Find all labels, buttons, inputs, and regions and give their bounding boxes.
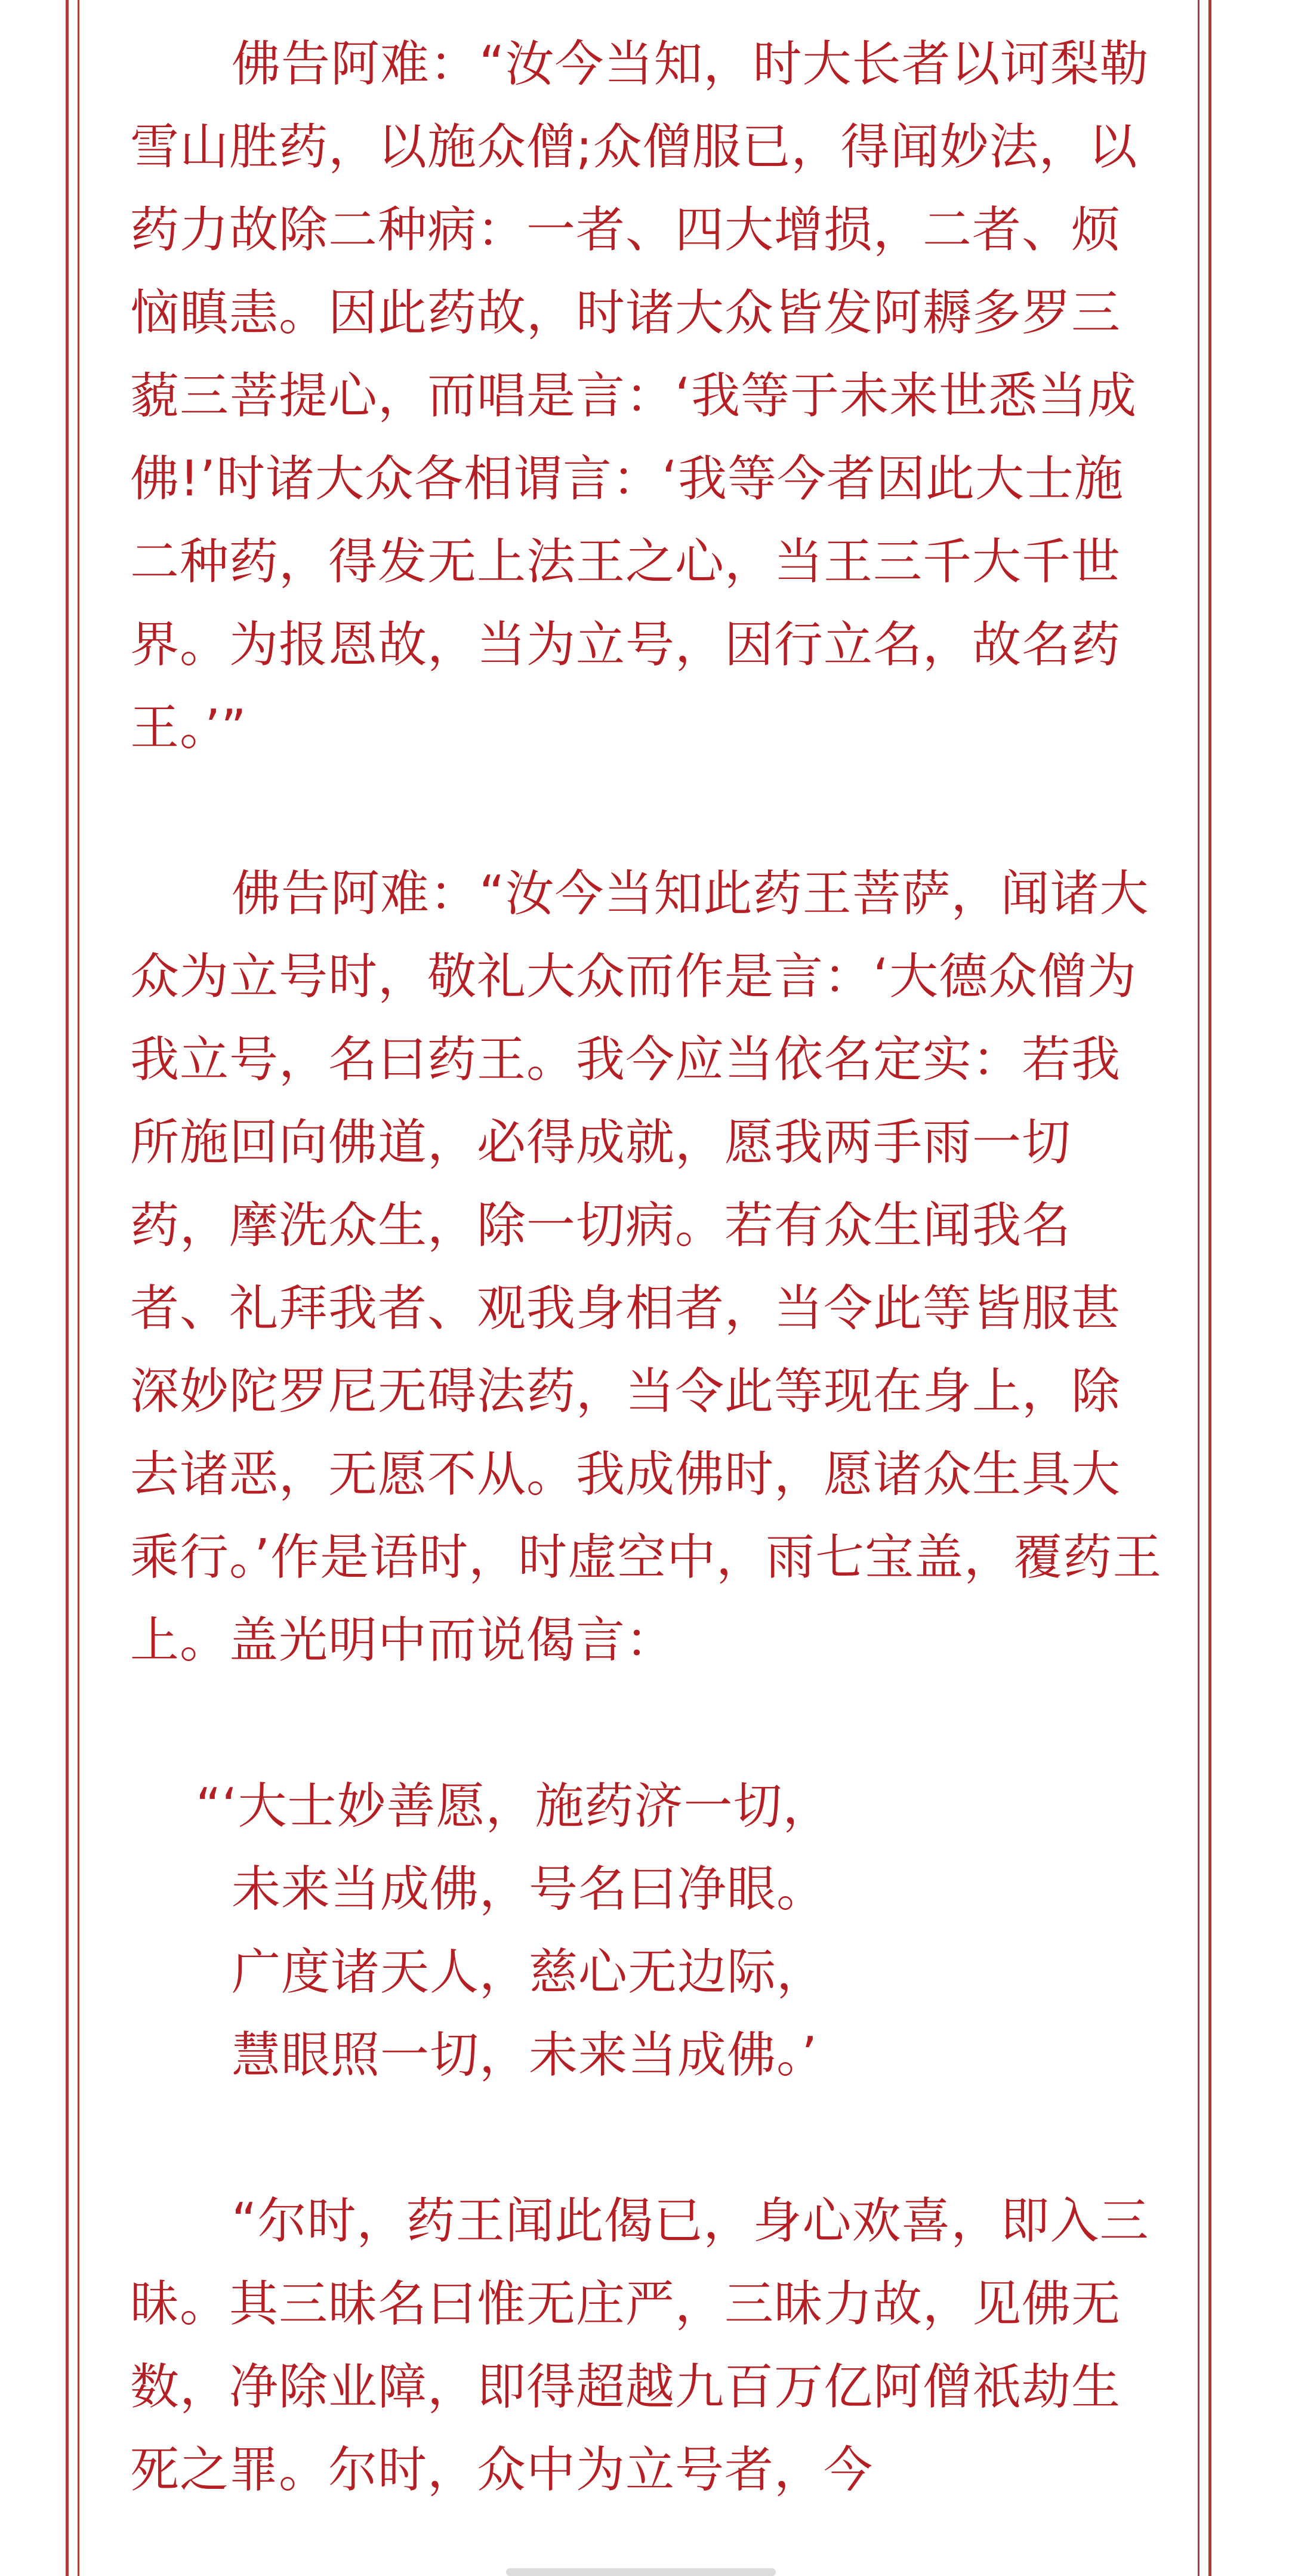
verse-block: [130, 1765, 1168, 2097]
verse-line: “‘大士妙善愿，施药济一切，: [196, 1778, 832, 1835]
paragraph-spacer: [130, 2097, 1168, 2180]
frame-border-left-outer: [66, 0, 69, 2576]
paragraph-yaowang-vow: 佛告阿难：“汝今当知此药王菩萨，闻诸大众为立号时，敬礼大众而作是言：‘大德众僧为我立号，名曰药王。我今应当依名定实：若我所施回向佛道，必得成就，愿我两手雨一切药，摩洗众生，除一切病。若有众生闻我名者、礼拜我者、观我身相者，当令此等皆服甚深妙陀罗尼无碍法药，当令此等现在身上，除去诸恶，无愿不从。我成佛时，愿诸众生具大乘行。’作是语时，时虚空中，雨七宝盖，覆药王上。盖光明中而说偈言：: [130, 865, 1162, 1669]
verse-line: 慧眼照一切，未来当成佛。’: [232, 2027, 818, 2084]
paragraph-yaowang-naming: 佛告阿难：“汝今当知，时大长者以诃梨勒雪山胜药，以施众僧;众僧服已，得闻妙法，以药力故除二种病：一者、四大增损，二者、烦恼瞋恚。因此药故，时诸大众皆发阿耨多罗三藐三菩提心，而唱是言：‘我等于未来世悉当成佛!’时诸大众各相谓言：‘我等今者因此大士施二种药，得发无上法王之心，当王三千大千世界。为报恩故，当为立号，因行立名，故名药王。’”: [130, 36, 1149, 756]
scroll-indicator[interactable]: [506, 2568, 776, 2576]
paragraph-spacer: [130, 1682, 1168, 1765]
paragraph-spacer: [130, 769, 1168, 852]
paragraph-samadhi: “尔时，药王闻此偈已，身心欢喜，即入三昧。其三昧名曰惟无庄严，三昧力故，见佛无数，净除业障，即得超越九百万亿阿僧祇劫生死之罪。尔时，众中为立号者，今: [130, 2193, 1149, 2498]
frame-border-right-inner: [1198, 0, 1199, 2576]
article-body: [130, 23, 1168, 2512]
verse-line: 广度诸天人，慈心无边际，: [232, 1944, 827, 2001]
frame-border-left-inner: [78, 0, 79, 2576]
frame-border-right-outer: [1208, 0, 1211, 2576]
verse-line: 未来当成佛，号名曰净眼。: [232, 1861, 827, 1918]
